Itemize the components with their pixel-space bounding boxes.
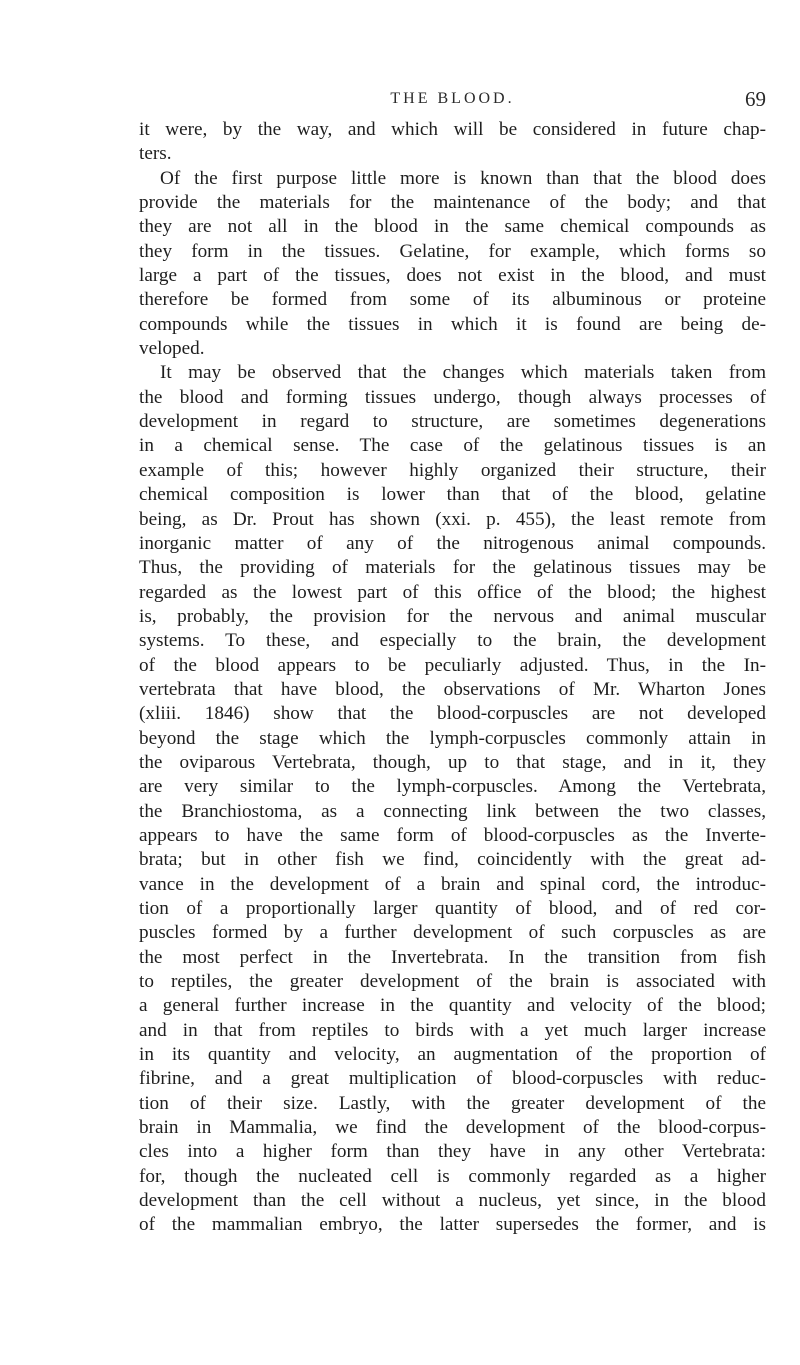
text-line: It may be observed that the changes which materials taken from	[160, 362, 766, 384]
text-line: development in regard to structure, are sometimes degenerations	[139, 411, 766, 433]
text-line: in a chemical sense. The case of the gelatinous tissues is an	[139, 435, 766, 457]
text-line: a general further increase in the quantity and velocity of the blood;	[139, 995, 766, 1017]
text-line: tion of their size. Lastly, with the greater development of the	[139, 1092, 766, 1114]
page-number: 69	[745, 87, 766, 111]
text-line: they are not all in the blood in the same chemical compounds as	[139, 216, 766, 238]
text-line: cles into a higher form than they have in any other Vertebrata:	[139, 1141, 766, 1163]
text-line: chemical composition is lower than that of the blood, gelatine	[139, 484, 766, 506]
text-line: ters.	[139, 143, 172, 165]
text-line: Of the first purpose little more is known than that the blood does	[160, 167, 766, 189]
text-line: brain in Mammalia, we find the development of the blood-corpus-	[139, 1117, 766, 1139]
text-line: veloped.	[139, 338, 205, 360]
text-line: for, though the nucleated cell is commonly regarded as a higher	[139, 1165, 766, 1187]
text-line: the most perfect in the Invertebrata. In the transition from fish	[139, 946, 766, 968]
text-line: brata; but in other fish we find, coincidently with the great ad-	[139, 849, 766, 871]
body-text	[139, 118, 766, 1238]
text-line: beyond the stage which the lymph-corpuscles commonly attain in	[139, 727, 766, 749]
text-line: systems. To these, and especially to the brain, the development	[139, 630, 766, 652]
text-line: therefore be formed from some of its albuminous or proteine	[139, 289, 766, 311]
text-line: puscles formed by a further development of such corpuscles as are	[139, 922, 766, 944]
running-title: THE BLOOD.	[390, 90, 515, 107]
text-line: regarded as the lowest part of this office of the blood; the highest	[139, 581, 766, 603]
text-line: of the blood appears to be peculiarly adjusted. Thus, in the In-	[139, 654, 766, 676]
text-line: in its quantity and velocity, an augmentation of the proportion of	[139, 1044, 766, 1066]
text-line: they form in the tissues. Gelatine, for example, which forms so	[139, 240, 766, 262]
text-line: and in that from reptiles to birds with a yet much larger increase	[139, 1019, 766, 1041]
text-line: Thus, the providing of materials for the gelatinous tissues may be	[139, 557, 766, 579]
running-head	[139, 87, 766, 118]
text-line: the oviparous Vertebrata, though, up to that stage, and in it, they	[139, 751, 766, 773]
text-line: the blood and forming tissues undergo, though always processes of	[139, 386, 766, 408]
text-line: being, as Dr. Prout has shown (xxi. p. 455), the least remote from	[139, 508, 766, 530]
text-line: is, probably, the provision for the nervous and animal muscular	[139, 605, 766, 627]
text-line: the Branchiostoma, as a connecting link between the two classes,	[139, 800, 766, 822]
text-line: provide the materials for the maintenance of the body; and that	[139, 192, 766, 214]
text-line: vertebrata that have blood, the observations of Mr. Wharton Jones	[139, 678, 766, 700]
text-line: vance in the development of a brain and spinal cord, the introduc-	[139, 873, 766, 895]
text-line: example of this; however highly organized their structure, their	[139, 459, 766, 481]
text-line: development than the cell without a nucleus, yet since, in the blood	[139, 1190, 766, 1212]
text-line: tion of a proportionally larger quantity of blood, and of red cor-	[139, 898, 766, 919]
text-line: appears to have the same form of blood-corpuscles as the Inverte-	[139, 824, 766, 846]
text-line: it were, by the way, and which will be considered in future chap-	[139, 119, 766, 140]
text-line: inorganic matter of any of the nitrogenous animal compounds.	[139, 532, 766, 554]
text-line: fibrine, and a great multiplication of blood-corpuscles with reduc-	[139, 1068, 766, 1090]
text-line: large a part of the tissues, does not exist in the blood, and must	[139, 265, 766, 287]
text-line: of the mammalian embryo, the latter supersedes the former, and is	[139, 1214, 766, 1236]
text-line: (xliii. 1846) show that the blood-corpuscles are not developed	[139, 703, 766, 725]
text-line: compounds while the tissues in which it is found are being de-	[139, 313, 766, 335]
text-line: are very similar to the lymph-corpuscles. Among the Vertebrata,	[139, 776, 766, 798]
text-line: to reptiles, the greater development of the brain is associated with	[139, 971, 766, 993]
